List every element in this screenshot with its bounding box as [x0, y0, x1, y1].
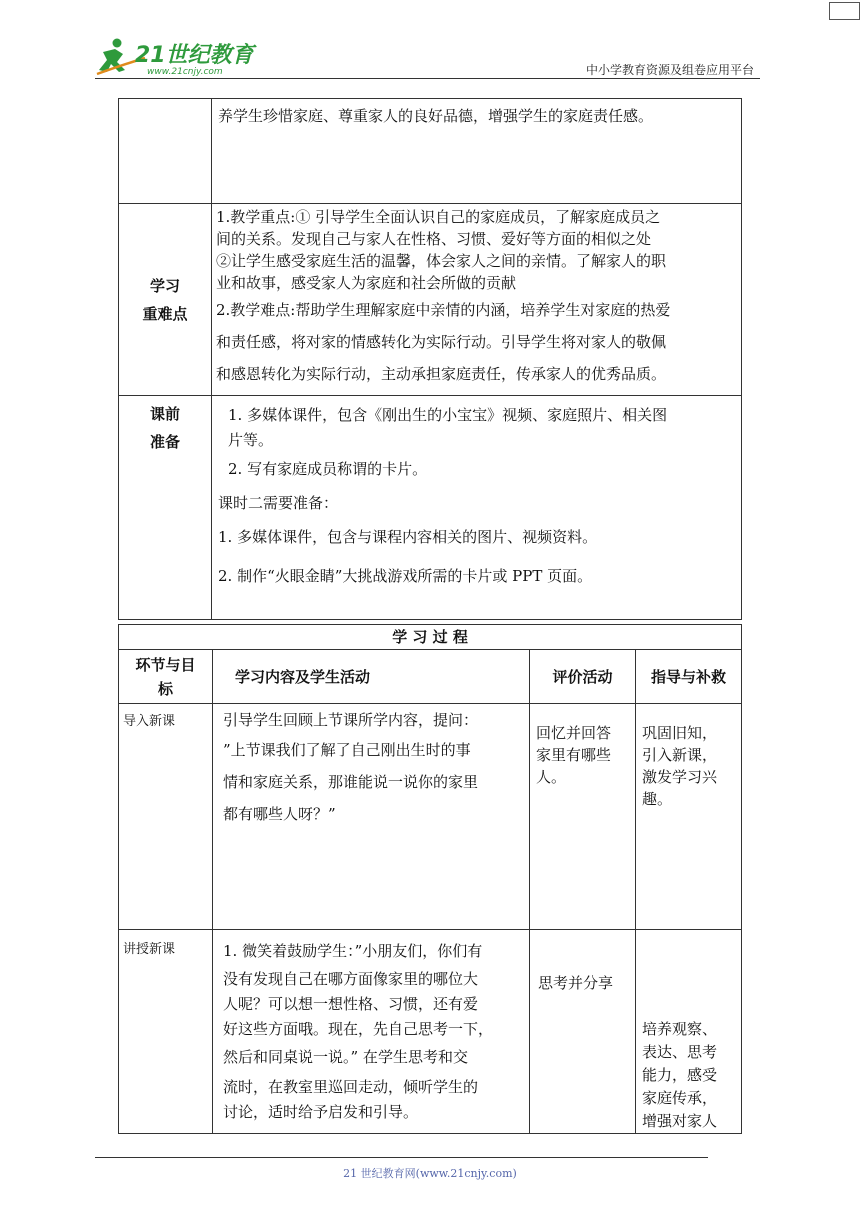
prep-line: 1. 多媒体课件，包含《刚出生的小宝宝》视频、家庭照片、相关图	[228, 406, 668, 424]
content-line: 人呢？可以想一想性格、习惯，还有爱	[223, 995, 479, 1013]
header-divider	[95, 78, 760, 79]
prep-label-1: 课前	[149, 405, 180, 423]
prep-text-cell	[212, 396, 742, 620]
guidance-line: 家庭传承，	[642, 1089, 718, 1107]
header-stage-line: 环节与目	[135, 655, 196, 674]
key-point-line: 和感恩转化为实际行动，主动承担家庭责任，传承家人的优秀品质。	[216, 365, 667, 383]
evaluation-line: 回忆并回答	[536, 724, 612, 742]
logo-sub-text: www.21cnjy.com	[147, 67, 223, 77]
guidance-line: 表达、思考	[642, 1043, 718, 1061]
evaluation-line: 人。	[536, 768, 567, 786]
guidance-cell	[636, 704, 742, 930]
table-row	[119, 704, 742, 930]
key-points-text-cell	[212, 204, 742, 396]
evaluation-line: 思考并分享	[538, 974, 614, 992]
guidance-line: 激发学习兴	[642, 768, 718, 786]
content-cell	[213, 704, 530, 930]
prep-line: 2. 写有家庭成员称谓的卡片。	[228, 460, 428, 478]
content-line: 讨论，适时给予启发和引导。	[223, 1103, 419, 1121]
guidance-line: 巩固旧知，	[642, 724, 718, 742]
guidance-line: 引入新课，	[642, 746, 718, 764]
header-content: 学习内容及学生活动	[213, 650, 530, 704]
content-line: 1. 微笑着鼓励学生：”小朋友们，你们有	[223, 942, 483, 960]
lesson-info-table	[118, 98, 742, 620]
learning-process-table	[118, 624, 742, 1134]
evaluation-line: 家里有哪些	[536, 746, 612, 764]
guidance-line: 培养观察、	[642, 1020, 718, 1038]
key-point-line: 和责任感，将对家的情感转化为实际行动。引导学生将对家人的敬佩	[216, 333, 667, 351]
goal-text: 养学生珍惜家庭、尊重家人的良好品德，增强学生的家庭责任感。	[218, 107, 654, 125]
prep-line: 片等。	[228, 431, 274, 449]
evaluation-cell	[530, 930, 636, 1134]
content-line: 流时，在教室里巡回走动，倾听学生的	[223, 1078, 479, 1096]
key-points-label-1: 学习	[149, 276, 180, 295]
table-row	[119, 930, 742, 1134]
guidance-line: 趣。	[642, 790, 673, 808]
prep-label-cell	[119, 396, 212, 620]
guidance-cell	[636, 930, 742, 1134]
prep-line: 课时二需要准备：	[218, 494, 339, 512]
content-line: 都有哪些人呀？”	[223, 805, 336, 823]
process-title: 学 习 过 程	[119, 625, 742, 650]
content-line: 好这些方面哦。现在，先自己思考一下，	[223, 1020, 494, 1038]
content-line: 没有发现自己在哪方面像家里的哪位大	[223, 970, 479, 988]
logo-main-text: 21世纪教育	[135, 43, 254, 68]
key-point-line: ②让学生感受家庭生活的温馨，体会家人之间的亲情。了解家人的职	[216, 252, 667, 270]
table-row	[119, 396, 742, 620]
stage-cell: 导入新课	[119, 704, 213, 930]
stage-cell: 讲授新课	[119, 930, 213, 1134]
key-points-label-cell	[119, 204, 212, 396]
prep-line: 1. 多媒体课件，包含与课程内容相关的图片、视频资料。	[218, 528, 598, 546]
table-row	[119, 99, 742, 204]
goal-label-cell	[119, 99, 212, 204]
header-stage	[119, 650, 213, 704]
guidance-line: 增强对家人	[642, 1112, 718, 1130]
content-line: 情和家庭关系，那谁能说一说你的家里	[223, 773, 479, 791]
key-point-line: 2.教学难点:帮助学生理解家庭中亲情的内涵，培养学生对家庭的热爱	[216, 301, 671, 319]
prep-label-2: 准备	[149, 433, 180, 451]
table-row	[119, 204, 742, 396]
logo	[95, 36, 260, 78]
footer-text: 21 世纪教育网(www.21cnjy.com)	[343, 1167, 517, 1180]
content-cell	[213, 930, 530, 1134]
page-corner-box	[829, 2, 860, 20]
header-platform-name: 中小学教育资源及组卷应用平台	[585, 63, 754, 77]
content-line: 引导学生回顾上节课所学内容，提问：	[223, 711, 479, 729]
key-points-label-2: 重难点	[142, 304, 188, 323]
table-row	[119, 650, 742, 704]
footer-divider	[95, 1157, 708, 1158]
content-line: 然后和同桌说一说。” 在学生思考和交	[223, 1048, 468, 1066]
header-evaluation: 评价活动	[530, 650, 636, 704]
header-guidance: 指导与补救	[636, 650, 742, 704]
key-point-line: 1.教学重点:① 引导学生全面认识自己的家庭成员，了解家庭成员之	[216, 208, 661, 226]
table-row	[119, 625, 742, 650]
content-line: ”上节课我们了解了自己刚出生时的事	[223, 741, 471, 759]
prep-line: 2. 制作“火眼金睛”大挑战游戏所需的卡片或 PPT 页面。	[218, 567, 593, 585]
guidance-line: 能力，感受	[642, 1066, 718, 1084]
goal-text-cell	[212, 99, 742, 204]
key-point-line: 间的关系。发现自己与家人在性格、习惯、爱好等方面的相似之处	[216, 230, 652, 248]
evaluation-cell	[530, 704, 636, 930]
key-point-line: 业和故事，感受家人为家庭和社会所做的贡献	[216, 274, 517, 292]
header-stage-line: 标	[157, 679, 173, 698]
